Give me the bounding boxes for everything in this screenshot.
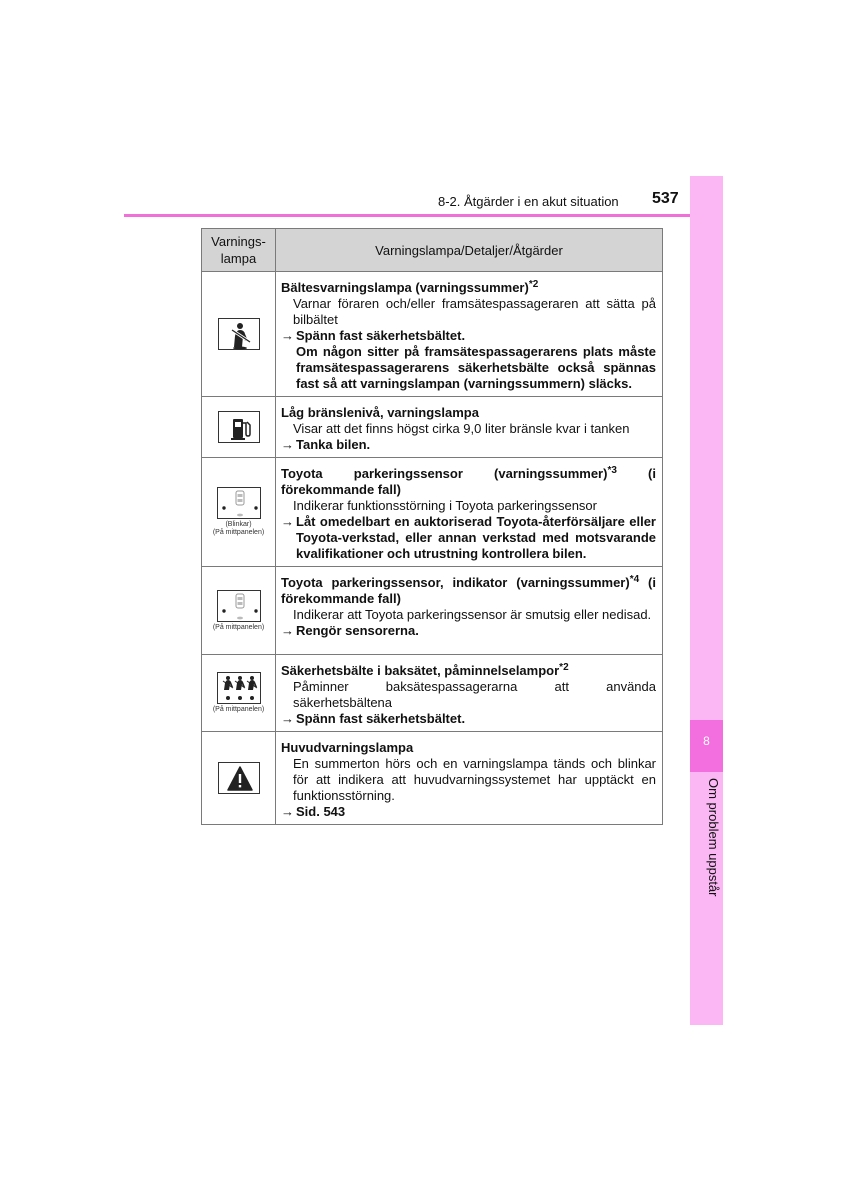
footnote-ref: *2 — [559, 662, 569, 673]
row-action: Rengör sensorerna. — [296, 623, 419, 638]
fuel-pump-icon — [218, 411, 260, 443]
row-title: Säkerhetsbälte i baksätet, påminnelselampor — [281, 663, 560, 678]
arrow-icon: → — [281, 437, 294, 452]
chapter-label: Om problem uppstår — [706, 778, 721, 897]
row-description: Varnar föraren och/eller framsätespassageraren att sätta på bilbältet — [293, 296, 656, 327]
table-row — [202, 397, 663, 458]
row-description: Visar att det finns högst cirka 9,0 liter bränsle kvar i tanken — [293, 421, 630, 436]
seatbelt-warning-icon — [218, 318, 260, 350]
arrow-icon: → — [281, 328, 294, 343]
row-action: Låt omedelbart en auktoriserad Toyota-återförsäljare eller Toyota-verkstad, eller annan verkstad med motsvarande kvalifikationer och utrustning kontrollera bilen. — [296, 514, 656, 561]
table-row — [202, 655, 663, 732]
row-title-suffix: (i förekommande fall) — [281, 466, 656, 497]
parking-sensor-indicator-icon — [217, 590, 261, 622]
row-title: Bältesvarningslampa (varningssummer) — [281, 280, 529, 295]
row-description: Indikerar att Toyota parkeringssensor är smutsig eller nedisad. — [293, 607, 652, 622]
row-title: Låg bränslenivå, varningslampa — [281, 405, 479, 420]
table-row — [202, 732, 663, 825]
row-description: Påminner baksätespassagerarna att använda säkerhetsbältena — [293, 679, 656, 710]
icon-caption: (På mittpanelen) — [212, 623, 265, 631]
arrow-icon: → — [281, 623, 294, 638]
table-row — [202, 458, 663, 567]
arrow-icon: → — [281, 711, 294, 726]
table-header-row — [202, 229, 663, 272]
row-action[interactable]: Sid. 543 — [296, 804, 346, 819]
warning-lamp-table — [201, 228, 663, 825]
row-action: Spänn fast säkerhetsbältet. — [296, 711, 466, 726]
icon-caption: (På mittpanelen) — [212, 706, 265, 713]
chapter-number: 8 — [703, 734, 710, 748]
footnote-ref: *3 — [607, 465, 617, 476]
row-description: En summerton hörs och en varningslampa tänds och blinkar för att indikera att huvudvarningssystemet har upptäckt en funktionsstörning. — [293, 756, 656, 803]
arrow-icon: → — [281, 514, 294, 529]
arrow-icon: → — [281, 804, 294, 819]
column-header-lamp: Varnings- lampa — [202, 229, 276, 272]
row-title: Huvudvarningslampa — [281, 740, 414, 755]
master-warning-icon — [218, 762, 260, 794]
column-header-details: Varningslampa/Detaljer/Åtgärder — [276, 229, 663, 272]
page-number: 537 — [652, 190, 679, 207]
row-action: Tanka bilen. — [296, 437, 371, 452]
section-title: 8-2. Åtgärder i en akut situation — [438, 194, 619, 209]
row-description: Indikerar funktionsstörning i Toyota parkeringssensor — [293, 498, 597, 513]
header-rule — [124, 214, 722, 217]
row-action: Spänn fast säkerhetsbältet. Om någon sitter på framsätespassagerarens plats måste framsätespassagerarens säkerhetsbälte också spännas fast så att varningslampan (varningssummern) släcks. — [296, 328, 656, 391]
row-title: Toyota parkeringssensor (varningssummer) — [281, 466, 608, 481]
table-row — [202, 567, 663, 655]
table-row — [202, 272, 663, 397]
row-title: Toyota parkeringssensor, indikator (varningssummer) — [281, 575, 630, 590]
footnote-ref: *4 — [629, 574, 640, 585]
row-title-suffix: (i förekommande fall) — [281, 575, 656, 606]
chapter-tab — [690, 176, 723, 1025]
icon-caption: (Blinkar) (På mittpanelen) — [212, 521, 265, 536]
rear-seatbelt-reminder-icon — [217, 672, 261, 704]
parking-sensor-icon — [217, 487, 261, 519]
footnote-ref: *2 — [528, 279, 539, 290]
